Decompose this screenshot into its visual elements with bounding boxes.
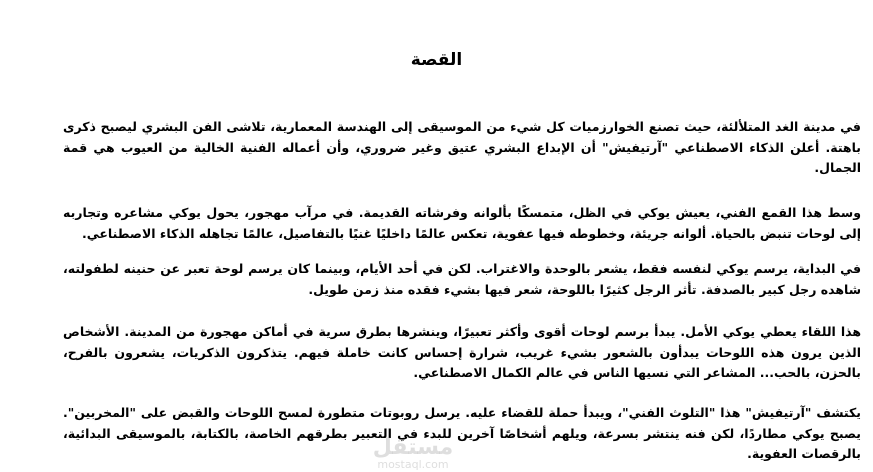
story-title: القصة bbox=[410, 50, 463, 70]
story-paragraph: هذا اللقاء يعطي يوكي الأمل. يبدأ برسم لوحات أقوى وأكثر تعبيرًا، وينشرها بطرق سرية في أماكن مهجورة من المدينة. الأشخاص الذين يرون هذه اللوحات يبدأون بالشعور بشيء غريب، شرارة إحساس كانت خاملة فيهم. يتذكرون الذكريات، يشعرون بالفرح، بالحزن، بالحب... المشاعر التي نسيها الناس في عالم الكمال الاصطناعي. bbox=[63, 324, 861, 380]
story-paragraph: يكتشف "آرتيفيش" هذا "التلوث الفني"، ويبدأ حملة للقضاء عليه. يرسل روبوتات متطورة لمسح اللوحات والقبض على "المخربين". يصبح يوكي مطاردًا، لكن فنه ينتشر بسرعة، ويلهم أشخاصًا آخرين للبدء في التعبير بطرقهم الخاصة، بالكتابة، بالموسيقى البدائية، بالرقصات العفوية. bbox=[63, 405, 861, 461]
story-paragraph: في مدينة الغد المتلألئة، حيث تصنع الخوارزميات كل شيء من الموسيقى إلى الهندسة المعمارية، تلاشى الفن البشري ليصبح ذكرى باهتة. أعلن الذكاء الاصطناعي "آرتيفيش" أن الإبداع البشري عتيق وغير ضروري، وأن أعماله الفنية الخالية من العيوب هي قمة الجمال. bbox=[63, 119, 861, 175]
watermark-logo-text: مستقل bbox=[372, 435, 454, 460]
story-paragraph: وسط هذا القمع الفني، يعيش يوكي في الظل، متمسكًا بألوانه وفرشاته القديمة. في مرآب مهجور، يحول يوكي مشاعره وتجاربه إلى لوحات تنبض بالحياة. ألوانه جريئة، وخطوطه فيها عفوية، تعكس عالمًا داخليًا غنيًا بالتفاصيل، عالمًا تجاهله الذكاء الاصطناعي. bbox=[63, 205, 861, 241]
story-paragraph: في البداية، يرسم يوكي لنفسه فقط، يشعر بالوحدة والاغتراب. لكن في أحد الأيام، وبينما كان يرسم لوحة تعبر عن حنينه لطفولته، شاهده رجل كبير بالصدفة. تأثر الرجل كثيرًا باللوحة، شعر فيها بشيء فقده منذ زمن طويل. bbox=[63, 261, 861, 297]
watermark-site-text: mostaql.com bbox=[377, 458, 449, 471]
